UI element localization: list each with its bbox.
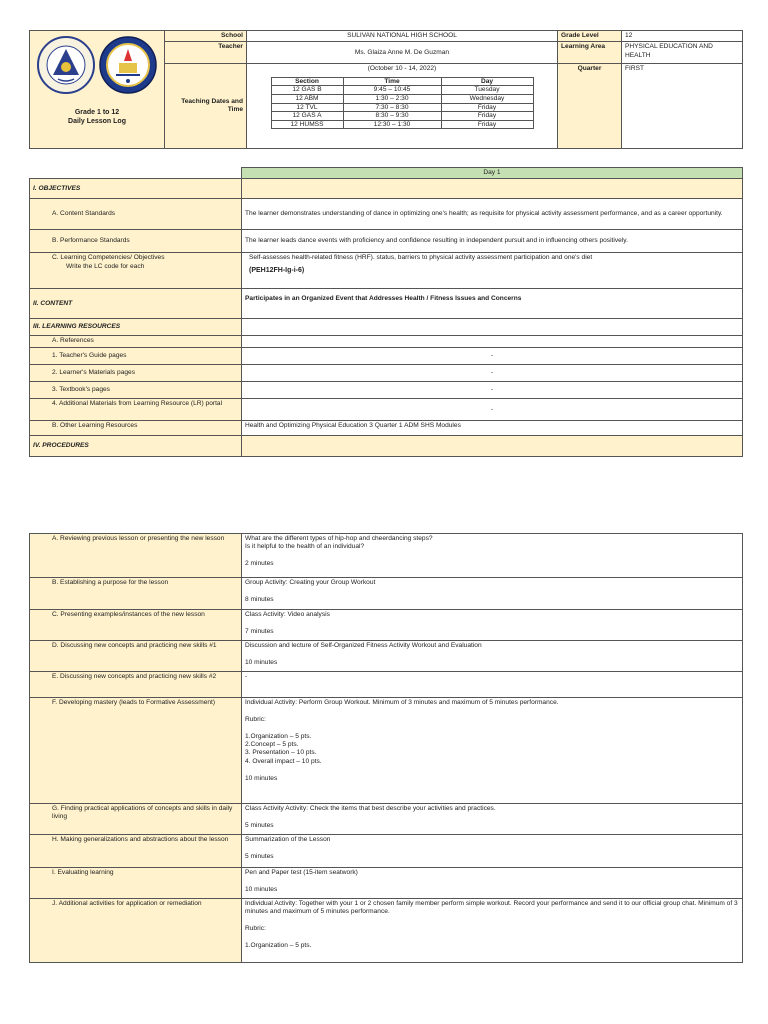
table-row [30,835,743,868]
schedule-cell: 12 HUMSS [271,120,343,129]
schedule-cell: 7:30 – 8:30 [343,103,441,112]
procedures-heading: IV. PROCEDURES [30,436,242,457]
schedule-cell: 12 TVL [271,103,343,112]
quarter-label: Quarter [558,64,622,149]
schedule-cell: 1:30 – 2:30 [343,95,441,104]
other-resources-value: Health and Optimizing Physical Education 3 Quarter 1 ADM SHS Modules [242,421,743,436]
table-row [30,868,743,899]
schedule-cell: 9:45 – 10:45 [343,86,441,95]
grade-label: Grade Level [558,31,622,42]
school-seal-icon [98,35,158,98]
procedure-label: H. Making generalizations and abstractions about the lesson [30,835,242,868]
log-title-line1: Grade 1 to 12 [74,109,120,117]
table-row [30,534,743,578]
table-row [30,899,743,963]
content-standards-value: The learner demonstrates understanding of dance in optimizing one's health; as requisite for physical activity assessment performance, and as a career opportunity. [242,199,743,230]
grade-value: 12 [622,31,743,42]
procedure-label: A. Reviewing previous lesson or presenting the new lesson [30,534,242,578]
competencies-cell [242,253,743,289]
procedures-table [29,533,743,963]
learners-materials-value: - [242,365,743,382]
area-value: PHYSICAL EDUCATION AND HEALTH [622,42,743,64]
procedure-value: Individual Activity: Perform Group Workout. Minimum of 3 minutes and maximum of 5 minutes performance. Rubric: 1.Organization – 5 pts. 2.Concept – 5 pts. 3. Presentation – 10 pts. 4. Overall impact – 10 pts. 10 minutes [242,698,743,804]
competencies-label-line1: C. Learning Competencies/ Objectives [52,254,165,262]
table-row [30,610,743,641]
schedule-header-section: Section [271,77,343,86]
procedure-label: D. Discussing new concepts and practicing new skills #1 [30,641,242,672]
competencies-label [30,253,242,289]
procedure-value: Class Activity: Video analysis 7 minutes [242,610,743,641]
resources-heading: III. LEARNING RESOURCES [30,319,242,336]
log-title-line2: Daily Lesson Log [68,118,126,126]
dates-value: (October 10 - 14, 2022) [367,65,437,73]
quarter-value: FIRST [622,64,743,149]
schedule-header-day: Day [441,77,533,86]
table-row [30,641,743,672]
procedure-label: B. Establishing a purpose for the lesson [30,578,242,610]
teacher-label: Teacher [165,42,247,64]
performance-standards-value: The learner leads dance events with proficiency and confidence resulting in independent pursuit and in influencing others positively. [242,230,743,253]
other-resources-label: B. Other Learning Resources [30,421,242,436]
dates-cell [247,64,558,149]
procedure-label: I. Evaluating learning [30,868,242,899]
procedure-value: Class Activity Activity: Check the items that best describe your activities and practices. 5 minutes [242,804,743,835]
objectives-table [29,167,743,457]
competencies-value: Self-assesses health-related fitness (HRF). status, barriers to physical activity assessment participation and one's diet [249,254,593,262]
teacher-value: Ms. Glaiza Anne M. De Guzman [247,42,558,64]
schedule-cell: Wednesday [441,95,533,104]
table-row [30,804,743,835]
table-row [30,578,743,610]
schedule-table [271,77,534,130]
content-value: Participates in an Organized Event that Addresses Health / Fitness Issues and Concerns [242,289,743,319]
textbook-value: - [242,382,743,399]
schedule-cell: 12 GAS B [271,86,343,95]
school-label: School [165,31,247,42]
performance-standards-label: B. Performance Standards [30,230,242,253]
schedule-cell: Friday [441,120,533,129]
schedule-cell: Friday [441,103,533,112]
lr-portal-value: - [242,399,743,421]
schedule-cell: Friday [441,112,533,121]
header-table [29,30,743,149]
schedule-cell: 8:30 – 9:30 [343,112,441,121]
procedure-value: Summarization of the Lesson 5 minutes [242,835,743,868]
textbook-label: 3. Textbook's pages [30,382,242,399]
procedure-value: Discussion and lecture of Self-Organized Fitness Activity Workout and Evaluation 10 minutes [242,641,743,672]
procedure-label: J. Additional activities for application or remediation [30,899,242,963]
objectives-heading: I. OBJECTIVES [30,179,242,199]
lr-portal-label: 4. Additional Materials from Learning Resource (LR) portal [30,399,242,421]
procedure-label: F. Developing mastery (leads to Formative Assessment) [30,698,242,804]
procedure-value: Group Activity: Creating your Group Workout 8 minutes [242,578,743,610]
lc-code: (PEH12FH-Ig-i-6) [249,266,305,274]
day-header: Day 1 [242,168,743,179]
teachers-guide-value: - [242,348,743,365]
procedure-label: G. Finding practical applications of concepts and skills in daily living [30,804,242,835]
area-label: Learning Area [558,42,622,64]
content-standards-label: A. Content Standards [30,199,242,230]
procedure-value: - [242,672,743,698]
competencies-label-line2: Write the LC code for each [66,262,145,270]
procedure-value: Pen and Paper test (15-item seatwork) 10 minutes [242,868,743,899]
table-row [30,672,743,698]
dates-label: Teaching Dates and Time [165,64,247,149]
table-row [30,698,743,804]
logo-cell [30,31,165,149]
procedure-value: What are the different types of hip-hop and cheerdancing steps? Is it helpful to the health of an individual? 2 minutes [242,534,743,578]
learners-materials-label: 2. Learner's Materials pages [30,365,242,382]
references-label: A. References [30,336,242,348]
procedure-value: Individual Activity: Together with your 1 or 2 chosen family member perform simple workout. Record your performance and send it to our official group chat. Minimum of 3 minutes and maximum of 5 minutes performance. Rubric: 1.Organization – 5 pts. [242,899,743,963]
content-heading: II. CONTENT [30,289,242,319]
schedule-cell: 12 GAS A [271,112,343,121]
schedule-header-time: Time [343,77,441,86]
procedure-label: C. Presenting examples/instances of the new lesson [30,610,242,641]
schedule-cell: 12 ABM [271,95,343,104]
schedule-cell: 12:30 – 1:30 [343,120,441,129]
school-value: SULIVAN NATIONAL HIGH SCHOOL [247,31,558,42]
teachers-guide-label: 1. Teacher's Guide pages [30,348,242,365]
procedure-label: E. Discussing new concepts and practicing new skills #2 [30,672,242,698]
schedule-cell: Tuesday [441,86,533,95]
deped-seal-icon [36,35,96,98]
